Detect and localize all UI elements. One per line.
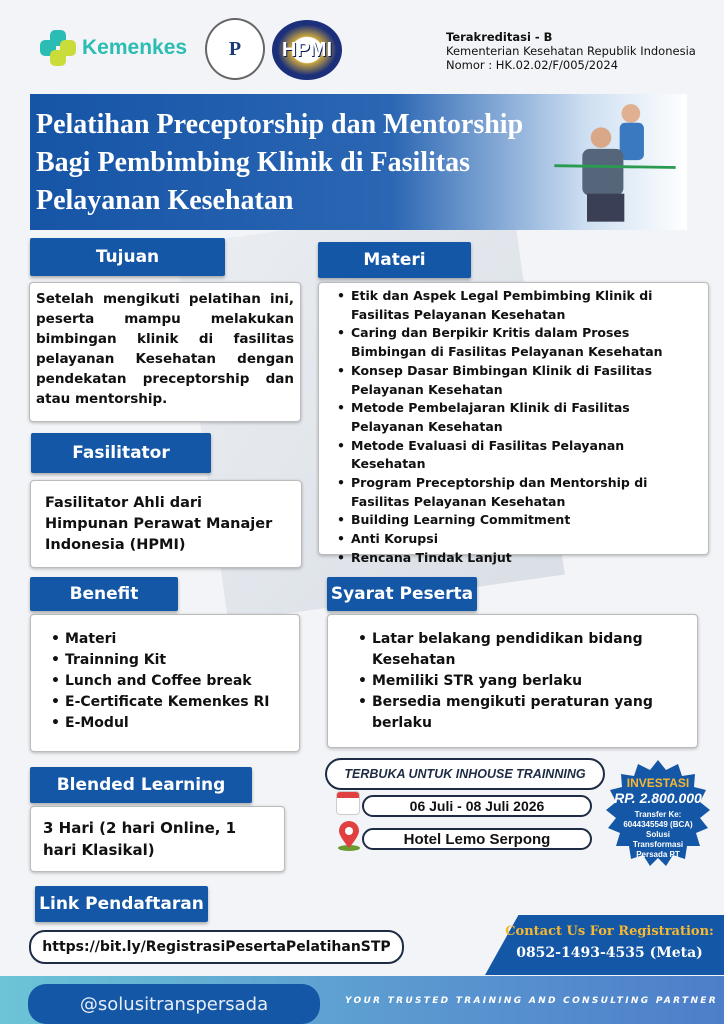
hpmi-logo: HPMI [272, 20, 342, 80]
registration-link[interactable]: https://bit.ly/RegistrasiPesertaPelatihanSTP [29, 930, 404, 964]
link-heading: Link Pendaftaran [35, 886, 208, 922]
location-pill: Hotel Lemo Serpong [362, 828, 592, 850]
benefit-item: • Materi [45, 629, 285, 650]
accreditation-info: Terakreditasi - B Kementerian Kesehatan Republik Indonesia Nomor : HK.02.02/F/005/2024 [446, 30, 696, 72]
calendar-icon [337, 792, 359, 814]
materi-item: • Caring dan Berpikir Kritis dalam Proses Bimbingan di Fasilitas Pelayanan Kesehatan [331, 324, 700, 361]
blended-card: 3 Hari (2 hari Online, 1 hari Klasikal) [30, 806, 285, 872]
contact-phone: 0852-1493-4535 (Meta) [516, 945, 703, 961]
materi-item: • Konsep Dasar Bimbingan Klinik di Fasilitas Pelayanan Kesehatan [331, 362, 700, 399]
footer-tagline: YOUR TRUSTED TRAINING AND CONSULTING PARTNER [345, 996, 718, 1006]
benefit-item: • E-Modul [45, 713, 285, 734]
location-pin-icon [336, 820, 362, 852]
syarat-item: • Memiliki STR yang berlaku [352, 671, 673, 692]
date-pill: 06 Juli - 08 Juli 2026 [362, 795, 592, 817]
blended-heading: Blended Learning [30, 767, 252, 803]
benefit-item: • E-Certificate Kemenkes RI [45, 692, 285, 713]
social-handle[interactable]: @solusitranspersada [28, 984, 320, 1024]
materi-item: • Program Preceptorship dan Mentorship di Fasilitas Pelayanan Kesehatan [331, 474, 700, 511]
fasilitator-card: Fasilitator Ahli dari Himpunan Perawat Manajer Indonesia (HPMI) [30, 480, 302, 568]
page-title: Pelatihan Preceptorship dan Mentorship Bagi Pembimbing Klinik di Fasilitas Pelayanan Kesehatan [36, 109, 524, 216]
syarat-card [327, 614, 698, 748]
materi-item: • Metode Evaluasi di Fasilitas Pelayanan Kesehatan [331, 437, 700, 474]
materi-item: • Metode Pembelajaran Klinik di Fasilitas Pelayanan Kesehatan [331, 399, 700, 436]
contact-info: Contact Us For Registration: 0852-1493-4535 (Meta) [495, 924, 724, 961]
inhouse-pill: TERBUKA UNTUK INHOUSE TRAINNING [325, 758, 605, 790]
tujuan-heading: Tujuan [30, 238, 225, 276]
tujuan-card: Setelah mengikuti pelatihan ini, peserta mampu melakukan bimbingan klinik di fasilitas pelayanan Kesehatan dengan pendekatan preceptorship dan atau mentorship. [29, 282, 301, 422]
benefit-card [30, 614, 300, 752]
benefit-item: • Lunch and Coffee break [45, 671, 285, 692]
benefit-item: • Trainning Kit [45, 650, 285, 671]
investasi-badge: INVESTASI RP. 2.800.000 Transfer Ke: 6044345549 (BCA) Solusi Transformasi Persada PT [600, 758, 716, 874]
kemenkes-logo: Kemenkes [40, 30, 187, 66]
fasilitator-heading: Fasilitator [31, 433, 211, 473]
materi-item: • Anti Korupsi [331, 530, 700, 549]
stp-seal-logo: P [205, 18, 265, 80]
materi-item: • Etik dan Aspek Legal Pembimbing Klinik di Fasilitas Pelayanan Kesehatan [331, 287, 700, 324]
materi-item: • Building Learning Commitment [331, 511, 700, 530]
kemenkes-logo-icon [40, 30, 76, 66]
materi-item: • Rencana Tindak Lanjut [331, 549, 700, 568]
syarat-item: • Latar belakang pendidikan bidang Kesehatan [352, 629, 673, 671]
materi-heading: Materi [318, 242, 471, 278]
materi-card [318, 282, 709, 565]
benefit-heading: Benefit [30, 577, 178, 611]
syarat-item: • Bersedia mengikuti peraturan yang berlaku [352, 692, 673, 734]
nurse-patient-photo [545, 96, 685, 226]
syarat-heading: Syarat Peserta [327, 577, 477, 611]
